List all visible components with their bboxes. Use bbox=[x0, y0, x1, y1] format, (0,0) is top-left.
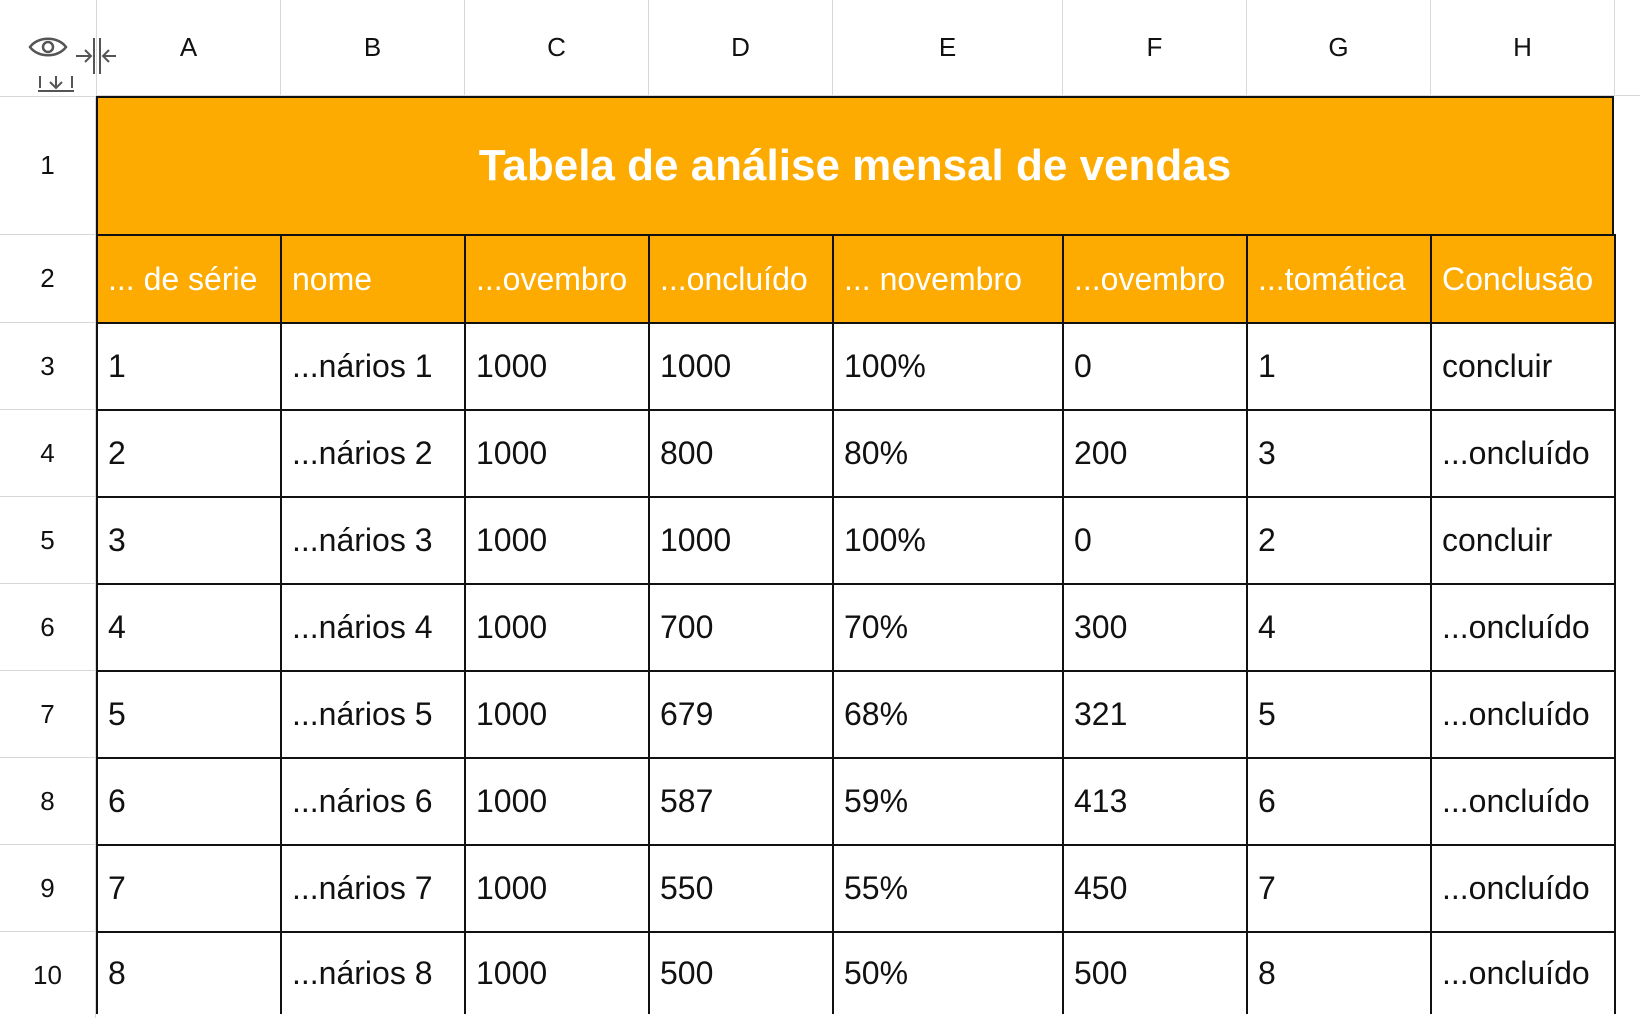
data-cell[interactable]: 1000 bbox=[464, 496, 650, 585]
header-cell-e[interactable]: ... novembro bbox=[832, 234, 1064, 324]
data-cell[interactable]: 679 bbox=[648, 670, 834, 759]
data-cell[interactable]: ...nários 2 bbox=[280, 409, 466, 498]
data-cell[interactable]: 4 bbox=[96, 583, 282, 672]
column-header-h[interactable]: H bbox=[1430, 0, 1614, 96]
row-header-5[interactable]: 5 bbox=[0, 496, 96, 583]
row-header-10[interactable]: 10 bbox=[0, 931, 96, 1018]
row-header-2[interactable]: 2 bbox=[0, 234, 96, 322]
title-cell[interactable]: Tabela de análise mensal de vendas bbox=[96, 96, 1614, 236]
data-cell[interactable]: 8 bbox=[1246, 931, 1432, 1014]
data-cell[interactable]: concluir bbox=[1430, 496, 1616, 585]
row-header-6[interactable]: 6 bbox=[0, 583, 96, 670]
data-cell[interactable]: 2 bbox=[96, 409, 282, 498]
data-cell[interactable]: 3 bbox=[96, 496, 282, 585]
data-cell[interactable]: ...nários 1 bbox=[280, 322, 466, 411]
data-cell[interactable]: 1000 bbox=[464, 844, 650, 933]
data-cell[interactable]: 59% bbox=[832, 757, 1064, 846]
data-cell[interactable]: 1000 bbox=[464, 322, 650, 411]
data-cell[interactable]: 1000 bbox=[464, 757, 650, 846]
data-cell[interactable]: ...nários 3 bbox=[280, 496, 466, 585]
eye-icon[interactable] bbox=[28, 34, 68, 60]
data-cell[interactable]: ...oncluído bbox=[1430, 931, 1616, 1014]
data-cell[interactable]: 100% bbox=[832, 322, 1064, 411]
header-cell-h[interactable]: Conclusão bbox=[1430, 234, 1616, 324]
data-cell[interactable]: ...nários 7 bbox=[280, 844, 466, 933]
data-cell[interactable]: 0 bbox=[1062, 322, 1248, 411]
data-cell[interactable]: 70% bbox=[832, 583, 1064, 672]
row-header-9[interactable]: 9 bbox=[0, 844, 96, 931]
data-cell[interactable]: concluir bbox=[1430, 322, 1616, 411]
column-header-b[interactable]: B bbox=[280, 0, 464, 96]
data-cell[interactable]: 800 bbox=[648, 409, 834, 498]
header-cell-b[interactable]: nome bbox=[280, 234, 466, 324]
data-cell[interactable]: 1000 bbox=[648, 322, 834, 411]
data-cell[interactable]: ...nários 8 bbox=[280, 931, 466, 1014]
data-cell[interactable]: ...nários 4 bbox=[280, 583, 466, 672]
data-cell[interactable]: 1000 bbox=[648, 496, 834, 585]
data-cell[interactable]: ...oncluído bbox=[1430, 844, 1616, 933]
data-cell[interactable]: 1000 bbox=[464, 931, 650, 1014]
data-cell[interactable]: 1000 bbox=[464, 670, 650, 759]
header-cell-g[interactable]: ...tomática bbox=[1246, 234, 1432, 324]
data-cell[interactable]: 413 bbox=[1062, 757, 1248, 846]
data-cell[interactable]: ...oncluído bbox=[1430, 409, 1616, 498]
column-header-e[interactable]: E bbox=[832, 0, 1062, 96]
data-cell[interactable]: 0 bbox=[1062, 496, 1248, 585]
data-cell[interactable]: ...oncluído bbox=[1430, 670, 1616, 759]
header-cell-a[interactable]: ... de série bbox=[96, 234, 282, 324]
data-cell[interactable]: 50% bbox=[832, 931, 1064, 1014]
data-cell[interactable]: 450 bbox=[1062, 844, 1248, 933]
data-cell[interactable]: 4 bbox=[1246, 583, 1432, 672]
row-header-3[interactable]: 3 bbox=[0, 322, 96, 409]
data-cell[interactable]: 5 bbox=[1246, 670, 1432, 759]
data-cell[interactable]: ...oncluído bbox=[1430, 583, 1616, 672]
row-header-8[interactable]: 8 bbox=[0, 757, 96, 844]
data-cell[interactable]: 80% bbox=[832, 409, 1064, 498]
column-header-strip bbox=[0, 0, 1640, 96]
column-header-f[interactable]: F bbox=[1062, 0, 1246, 96]
data-cell[interactable]: ...nários 5 bbox=[280, 670, 466, 759]
data-cell[interactable]: 55% bbox=[832, 844, 1064, 933]
data-cell[interactable]: 500 bbox=[648, 931, 834, 1014]
data-cell[interactable]: 8 bbox=[96, 931, 282, 1014]
data-cell[interactable]: 7 bbox=[96, 844, 282, 933]
data-cell[interactable]: 1 bbox=[96, 322, 282, 411]
sheet-corner bbox=[0, 0, 96, 96]
data-cell[interactable]: 1 bbox=[1246, 322, 1432, 411]
column-header-d[interactable]: D bbox=[648, 0, 832, 96]
column-header-a[interactable]: A bbox=[96, 0, 280, 96]
row-header-7[interactable]: 7 bbox=[0, 670, 96, 757]
data-cell[interactable]: ...oncluído bbox=[1430, 757, 1616, 846]
row-header-4[interactable]: 4 bbox=[0, 409, 96, 496]
header-cell-f[interactable]: ...ovembro bbox=[1062, 234, 1248, 324]
data-cell[interactable]: 100% bbox=[832, 496, 1064, 585]
freeze-columns-icon[interactable] bbox=[74, 36, 118, 76]
data-cell[interactable]: 1000 bbox=[464, 583, 650, 672]
header-cell-c[interactable]: ...ovembro bbox=[464, 234, 650, 324]
data-cell[interactable]: 6 bbox=[1246, 757, 1432, 846]
header-cell-d[interactable]: ...oncluído bbox=[648, 234, 834, 324]
data-cell[interactable]: 7 bbox=[1246, 844, 1432, 933]
data-cell[interactable]: 2 bbox=[1246, 496, 1432, 585]
data-cell[interactable]: ...nários 6 bbox=[280, 757, 466, 846]
data-cell[interactable]: 550 bbox=[648, 844, 834, 933]
column-header-c[interactable]: C bbox=[464, 0, 648, 96]
row-header-1[interactable]: 1 bbox=[0, 96, 96, 234]
data-cell[interactable]: 6 bbox=[96, 757, 282, 846]
data-cell[interactable]: 321 bbox=[1062, 670, 1248, 759]
column-header-overflow bbox=[1614, 0, 1640, 96]
data-cell[interactable]: 700 bbox=[648, 583, 834, 672]
data-cell[interactable]: 5 bbox=[96, 670, 282, 759]
data-cell[interactable]: 200 bbox=[1062, 409, 1248, 498]
data-cell[interactable]: 500 bbox=[1062, 931, 1248, 1014]
data-cell[interactable]: 300 bbox=[1062, 583, 1248, 672]
data-cell[interactable]: 1000 bbox=[464, 409, 650, 498]
data-cell[interactable]: 68% bbox=[832, 670, 1064, 759]
data-cell[interactable]: 3 bbox=[1246, 409, 1432, 498]
column-header-g[interactable]: G bbox=[1246, 0, 1430, 96]
data-cell[interactable]: 587 bbox=[648, 757, 834, 846]
